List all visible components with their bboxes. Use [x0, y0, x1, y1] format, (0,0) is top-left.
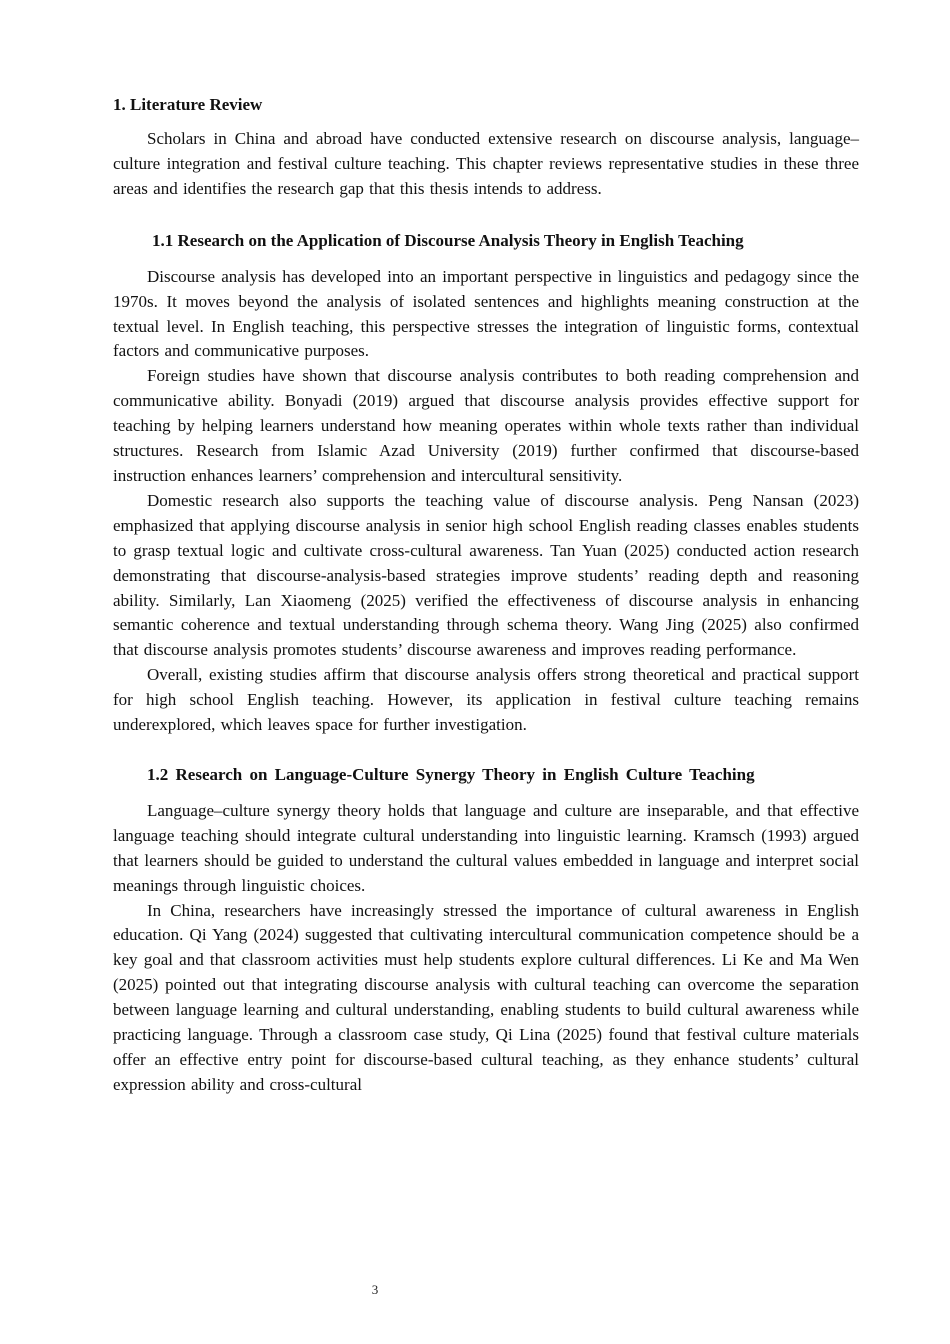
section-1-1-paragraph: Discourse analysis has developed into an important perspective in linguistics and pedagogy since the 1970s. It moves beyond the analysis of isolated sentences and highlights meaning construction at the textual level. In English teaching, this perspective stresses the integration of linguistic forms, contextual factors and communicative purposes.: [113, 266, 859, 361]
intro-paragraph: Scholars in China and abroad have conducted extensive research on discourse analysis, language–culture integration and festival culture teaching. This chapter reviews representative studies in these three areas and identifies the research gap that this thesis intends to address.: [113, 129, 859, 198]
section-1-1-paragraph: Domestic research also supports the teaching value of discourse analysis. Peng Nansan (2023) emphasized that applying discourse analysis in senior high school English reading classes enables students to grasp textual logic and cultivate cross-cultural awareness. Tan Yuan (2025) conducted action research demonstrating that discourse-analysis-based strategies improve students’ reading depth and reasoning ability. Similarly, Lan Xiaomeng (2025) verified the effectiveness of discourse analysis in enhancing semantic coherence and textual understanding through schema theory. Wang Jing (2025) also confirmed that discourse analysis promotes students’ discourse awareness and improves reading performance.: [113, 490, 859, 660]
page-content: [113, 92, 859, 1098]
chapter-heading: 1. Literature Review: [113, 95, 263, 114]
section-1-1-paragraph: Overall, existing studies affirm that discourse analysis offers strong theoretical and practical support for high school English teaching. However, its application in festival culture teaching remains underexplored, which leaves space for further investigation.: [113, 665, 859, 735]
section-1-1-title: 1.1 Research on the Application of Discourse Analysis Theory in English Teaching: [152, 230, 744, 250]
section-1-2-paragraph: In China, researchers have increasingly stressed the importance of cultural awareness in English education. Qi Yang (2024) suggested that cultivating intercultural communication competence should be a key goal and that classroom activities must help students explore cultural differences. Li Ke and Ma Wen (2025) pointed out that integrating discourse analysis with cultural teaching can overcome the separation between language learning and cultural understanding, enabling students to build cultural awareness while practicing language. Through a classroom case study, Qi Lina (2025) found that festival culture materials offer an effective entry point for discourse-based cultural teaching, as they enhance students’ cultural expression ability and cross-cultural: [113, 900, 859, 1094]
page-number: 3: [371, 1282, 379, 1297]
section-1-2-title: 1.2 Research on Language-Culture Synergy Theory in English Culture Teaching: [147, 764, 755, 784]
section-1-2-paragraph: Language–culture synergy theory holds that language and culture are inseparable, and that effective language teaching should integrate cultural understanding into linguistic learning. Kramsch (1993) argued that learners should be guided to understand the cultural values embedded in language and interpret social meanings through linguistic choices.: [113, 800, 859, 895]
section-1-1-paragraph: Foreign studies have shown that discourse analysis contributes to both reading comprehension and communicative ability. Bonyadi (2019) argued that discourse analysis provides effective support for teaching by helping learners understand how meaning operates within whole texts rather than individual structures. Research from Islamic Azad University (2019) further confirmed that discourse-based instruction enhances learners’ comprehension and intercultural sensitivity.: [113, 366, 859, 485]
